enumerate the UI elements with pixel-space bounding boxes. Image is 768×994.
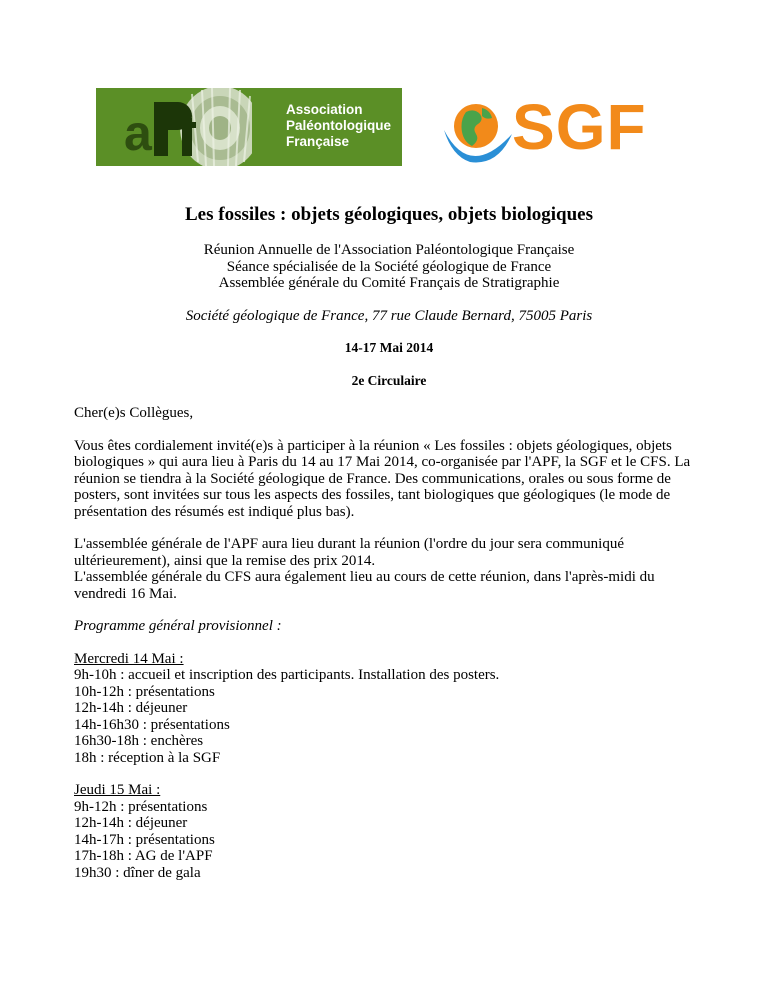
paragraph-cfs-ag: L'assemblée générale du CFS aura également lieu au cours de cette réunion, dans l'après-midi du vendredi 16 Mai. [74, 569, 655, 602]
day-schedule-thursday [74, 782, 704, 881]
paragraph-invitation: Vous êtes cordialement invité(e)s à participer à la réunion « Les fossiles : objets géologiques, objets biologiques » qui aura lieu à Paris du 14 au 17 Mai 2014, co-organisée par l'APF, la SGF et le CFS. La réunion se tiendra à la Société géologique de France. Des communications, orales ou sous forme de posters, sont invitées sur tous les aspects des fossiles, tant biologiques que géologiques (le mode de présentation des résumés est indiqué plus bas). [74, 437, 691, 520]
apf-logo-line: Paléontologique [286, 118, 392, 133]
schedule-item: 17h-18h : AG de l'APF [74, 848, 213, 864]
apf-logo-line: Association [286, 102, 363, 117]
greeting: Cher(e)s Collègues, [74, 405, 194, 421]
schedule-item: 10h-12h : présentations [74, 683, 215, 700]
schedule-item: 9h-12h : présentations [74, 798, 208, 815]
subtitle-line: Assemblée générale du Comité Français de Stratigraphie [218, 275, 560, 291]
logo-header [0, 0, 768, 180]
page-title: Les fossiles : objets géologiques, objets biologiques [185, 204, 593, 225]
apf-logo-line: Française [286, 134, 350, 149]
day-schedule-wednesday [74, 651, 704, 767]
sgf-logo-text: SGF [512, 91, 647, 163]
day-heading: Jeudi 15 Mai : [74, 782, 161, 798]
paragraph-assemblies [74, 536, 704, 602]
event-dates: 14-17 Mai 2014 [344, 340, 434, 355]
schedule-item: 18h : réception à la SGF [74, 749, 221, 766]
schedule-item: 9h-10h : accueil et inscription des participants. Installation des posters. [74, 667, 500, 683]
venue: Société géologique de France, 77 rue Claude Bernard, 75005 Paris [185, 307, 593, 324]
subtitle-block [74, 242, 704, 292]
paragraph-apf-ag: L'assemblée générale de l'APF aura lieu durant la réunion (l'ordre du jour sera communiqué ultérieurement), ainsi que la remise des prix 2014. [74, 536, 625, 569]
circular-label: 2e Circulaire [351, 372, 427, 388]
svg-text:a: a [124, 105, 152, 161]
subtitle-line: Séance spécialisée de la Société géologique de France [226, 258, 552, 275]
apf-ammonite-icon [96, 88, 252, 166]
apf-logo-text [286, 102, 391, 150]
subtitle-line: Réunion Annuelle de l'Association Paléontologique Française [203, 242, 575, 258]
schedule-item: 14h-17h : présentations [74, 831, 215, 848]
programme-heading: Programme général provisionnel : [74, 618, 282, 634]
document-body [74, 204, 704, 881]
schedule-item: 19h30 : dîner de gala [74, 864, 201, 881]
day-heading: Mercredi 14 Mai : [74, 650, 184, 667]
schedule-item: 14h-16h30 : présentations [74, 716, 230, 733]
apf-logo [96, 88, 402, 166]
schedule-item: 16h30-18h : enchères [74, 733, 204, 749]
schedule-item: 12h-14h : déjeuner [74, 700, 188, 716]
schedule-item: 12h-14h : déjeuner [74, 815, 188, 831]
